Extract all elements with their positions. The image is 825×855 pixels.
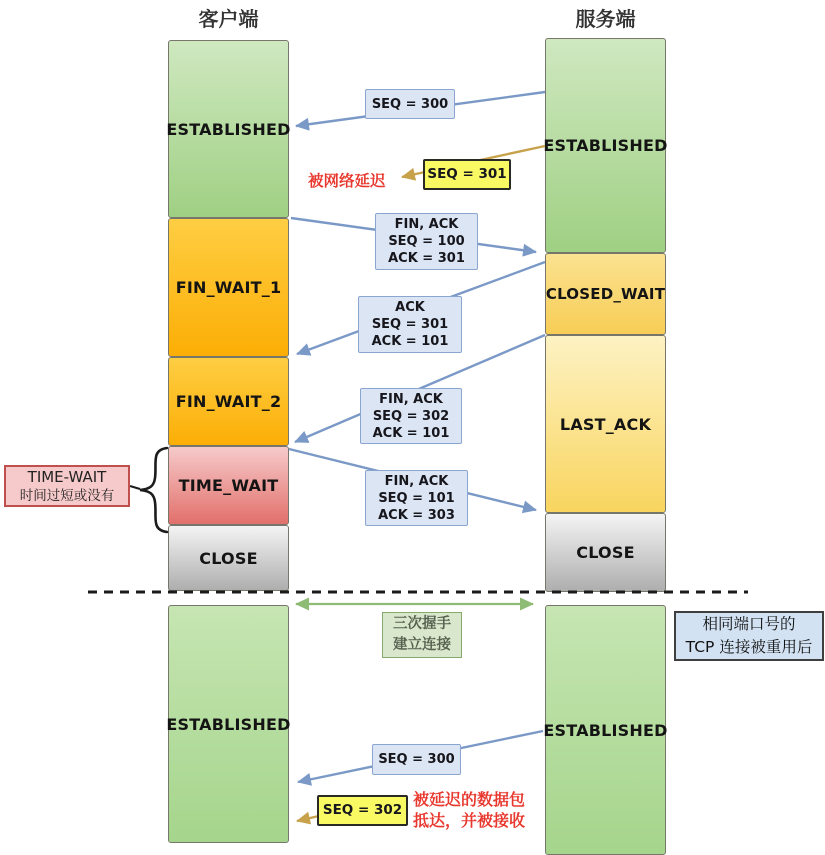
msg-seq300-new <box>372 744 461 775</box>
msg-fin-client-l2: SEQ = 100 <box>388 234 465 249</box>
msg-ack-client <box>365 470 468 526</box>
msg-ack-client-l1: FIN, ACK <box>384 473 449 489</box>
msg-ack-server <box>358 296 462 353</box>
client-fin-wait-1-label: FIN_WAIT_1 <box>175 278 282 297</box>
server-column-title: 服务端 <box>575 7 636 31</box>
msg-ack-server-l2: SEQ = 301 <box>371 317 449 332</box>
time-wait-duration-note <box>4 465 130 507</box>
msg-seq300-new-text: SEQ = 300 <box>378 752 455 767</box>
client-established-label: ESTABLISHED <box>166 119 291 139</box>
server-closed-wait-label: CLOSED_WAIT <box>545 285 666 303</box>
msg-fin-server-l1: FIN, ACK <box>379 391 443 407</box>
msg-fin-client <box>375 213 478 270</box>
handshake-note <box>382 612 462 658</box>
msg-seq300-first <box>365 89 455 119</box>
msg-seq300-first-text: SEQ = 300 <box>371 96 449 112</box>
delayed-packet-note <box>413 789 525 831</box>
msg-ack-server-l3: ACK = 101 <box>371 334 449 349</box>
handshake-note-l2: 建立连接 <box>393 637 451 653</box>
delayed-packet-note-l2: 抵达，并被接收 <box>413 811 526 830</box>
msg-ack-client-l3: ACK = 303 <box>378 507 455 523</box>
time-wait-note-l1: TIME-WAIT <box>27 468 107 486</box>
time-wait-brace <box>140 448 167 532</box>
network-delay-note: 被网络延迟 <box>308 172 386 190</box>
server-close-label: CLOSE <box>576 543 635 562</box>
client-established-new-label: ESTABLISHED <box>166 714 291 734</box>
port-reuse-note-l1: 相同端口号的 <box>702 615 796 633</box>
port-reuse-note-l2: TCP 连接被重用后 <box>685 638 813 656</box>
msg-fin-client-l1: FIN, ACK <box>394 217 459 232</box>
delayed-packet-note-l1: 被延迟的数据包 <box>413 790 526 809</box>
msg-seq301-delayed-text: SEQ = 301 <box>427 166 507 182</box>
msg-seq302-arrival <box>317 795 408 826</box>
client-close-label: CLOSE <box>199 548 258 568</box>
msg-seq302-arrival-text: SEQ = 302 <box>322 802 403 818</box>
msg-ack-client-l2: SEQ = 101 <box>378 490 455 506</box>
msg-fin-server-l3: ACK = 101 <box>372 425 450 441</box>
client-time-wait-label: TIME_WAIT <box>178 476 279 495</box>
server-established-new-label: ESTABLISHED <box>543 720 668 740</box>
handshake-note-l1: 三次握手 <box>393 616 451 632</box>
msg-seq301-delayed <box>423 159 511 190</box>
server-last-ack-label: LAST_ACK <box>559 414 652 434</box>
client-fin-wait-2-label: FIN_WAIT_2 <box>175 392 282 411</box>
msg-ack-server-l1: ACK <box>395 300 425 315</box>
msg-fin-server <box>360 388 462 444</box>
time-wait-note-l2: 时间过短或没有 <box>19 488 115 504</box>
port-reuse-note <box>674 611 824 661</box>
client-column-title: 客户端 <box>198 7 259 31</box>
msg-fin-server-l2: SEQ = 302 <box>372 408 450 424</box>
time-wait-brace-connector <box>130 486 140 489</box>
server-established-label: ESTABLISHED <box>543 136 668 155</box>
msg-fin-client-l3: ACK = 301 <box>388 251 465 266</box>
